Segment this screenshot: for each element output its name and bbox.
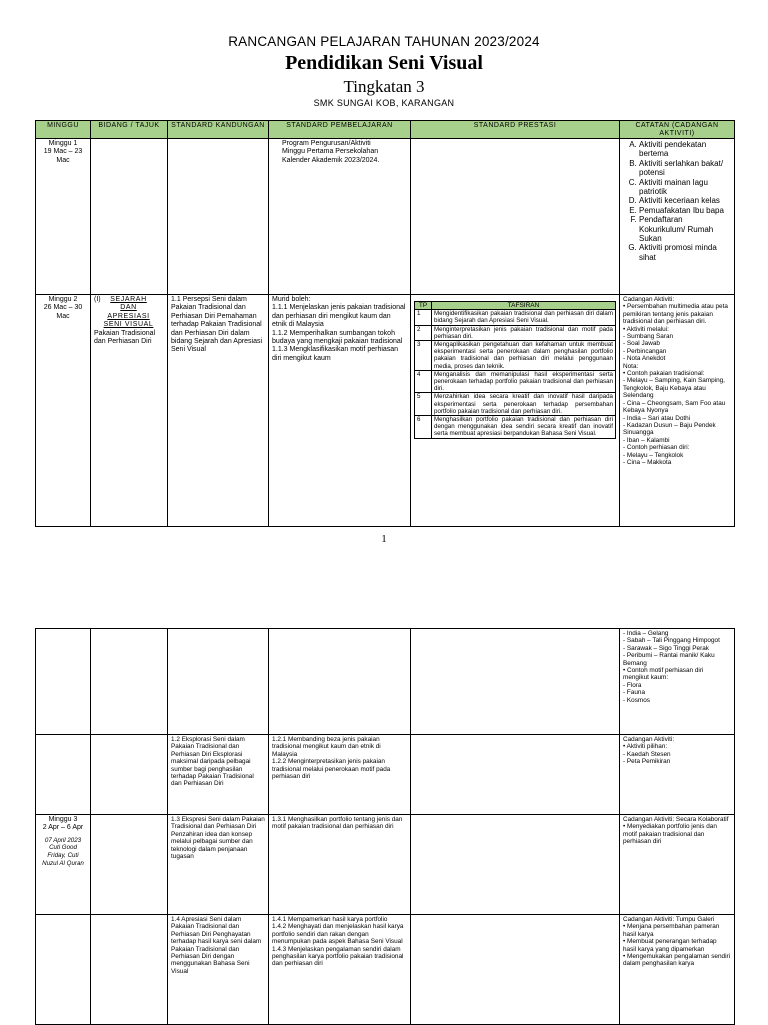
catatan-line: Nota: xyxy=(623,362,639,370)
col-prestasi: STANDARD PRESTASI xyxy=(411,121,620,139)
tp-level: 1 xyxy=(415,310,432,325)
week-cell xyxy=(36,295,91,527)
catatan-line: • Menjana persembahan pameran hasil karya xyxy=(623,923,720,938)
prestasi-cell xyxy=(411,915,620,1025)
bidang-title: APRESIASI xyxy=(107,312,150,320)
catatan-line: - Peta Pemikiran xyxy=(623,758,671,766)
catatan-line: - Melayu – Samping, Kain Samping, Tengkolok, Baju Kebaya atau Selendang xyxy=(623,377,725,400)
pembelajaran-line: 1.2.2 Menginterpretasikan jenis pakaian tradisional melalui penerokaan motif pada perhiasan diri xyxy=(272,758,391,781)
catatan-line: Kebaya Nyonya xyxy=(623,407,669,415)
pembelajaran-line: 1.1.2 Memperihalkan sumbangan tokoh budaya yang mengkaji pakaian tradisional xyxy=(272,329,403,346)
pembelajaran-line: 1.3.1 Menghasilkan portfolio tentang jenis dan motif pakaian tradisional dan perhiasan diri xyxy=(272,816,403,831)
bidang-cell xyxy=(91,815,168,915)
pembelajaran-line: 1.4.1 Mempamerkan hasil karya portfolio xyxy=(272,916,388,923)
bidang-cell xyxy=(91,139,168,295)
catatan-line: • Aktiviti melalui: xyxy=(623,325,669,333)
bidang-cell xyxy=(91,735,168,815)
week-label: Minggu 2 xyxy=(48,296,78,303)
tafsiran-text: Menginterpretasikan jenis pakaian tradisional dan motif pada perhiasan diri. xyxy=(432,325,616,340)
week-cell xyxy=(36,139,91,295)
tp-level: 3 xyxy=(415,341,432,371)
bidang-title: SEJARAH xyxy=(110,296,147,303)
bidang-title: DAN xyxy=(120,304,137,312)
holiday-note: 07 April 2023 Cuti Good Friday, Cuti Nuzul Al Quran xyxy=(42,836,84,867)
pembelajaran-cell xyxy=(269,735,411,815)
prestasi-cell xyxy=(411,815,620,915)
plan-table-continued xyxy=(35,628,735,1025)
bidang-cell xyxy=(91,915,168,1025)
pembelajaran-line: 1.4.3 Menjelaskan pengalaman sendiri dalam penghasilan karya portfolio pakaian tradisional dan perhiasan diri xyxy=(272,945,404,968)
table-header xyxy=(36,121,735,139)
catatan-line: - Kadazan Dusun – Baju Pendek Sinuangga xyxy=(623,421,716,437)
table-row xyxy=(36,295,735,527)
activity-item: E. Pemuafakatan Ibu bapa xyxy=(639,206,731,215)
catatan-line: Cadangan Aktiviti: Tumpu Galeri xyxy=(623,916,715,923)
pembelajaran-line: 1.2.1 Membanding beza jenis pakaian tradisional mengikut kaum dan etnik di Malaysia xyxy=(272,736,381,758)
catatan-line: - India – Sari atau Dothi xyxy=(623,414,691,422)
catatan-cell xyxy=(620,629,735,735)
catatan-line: • Aktiviti pilihan: xyxy=(623,743,668,751)
catatan-line: - Soal Jawab xyxy=(623,340,660,348)
catatan-line: - Sabah – Tali Pinggang Himpogot xyxy=(623,637,720,645)
col-kandungan: STANDARD KANDUNGAN xyxy=(168,121,269,139)
catatan-line: - Peribumi – Rantai manik/ Kaku Bemang xyxy=(623,652,715,667)
week-cell xyxy=(36,629,91,735)
bidang-number: (I) xyxy=(94,296,101,303)
catatan-line: - Perbincangan xyxy=(623,347,667,355)
kandungan-cell: 1.2 Eksplorasi Seni dalam Pakaian Tradisional dan Perhiasan Diri Eksplorasi maksimal daripada pelbagai sumber bagi penghasilan terhadap Pakaian Tradisional dan Perhiasan Diri xyxy=(168,735,269,815)
table-row xyxy=(36,915,735,1025)
prestasi-cell xyxy=(411,139,620,295)
week-label: Minggu 1 xyxy=(48,140,78,147)
catatan-line: - Cina – Cheongsam, Sam Foo atau xyxy=(623,399,726,407)
school-name: SMK SUNGAI KOB, KARANGAN xyxy=(313,98,455,108)
kandungan-cell: 1.3 Ekspresi Seni dalam Pakaian Tradisional dan Perhiasan Diri Penzahiran idea dan konsep melalui pelbagai sumber dan teknologi dalam penjanaan tugasan xyxy=(168,815,269,915)
prestasi-row xyxy=(415,341,616,371)
catatan-line: • Mengemukakan pengalaman sendiri dalam penghasilan karya xyxy=(623,953,731,968)
doc-title: RANCANGAN PELAJARAN TAHUNAN 2023/2024 xyxy=(228,34,540,49)
catatan-cell xyxy=(620,139,735,295)
week-cell xyxy=(36,815,91,915)
table-row xyxy=(36,139,735,295)
catatan-line: - India – Gelang xyxy=(623,630,669,637)
tafsiran-header: TAFSIRAN xyxy=(432,302,616,310)
pembelajaran-cell xyxy=(269,915,411,1025)
tp-level: 5 xyxy=(415,393,432,416)
pembelajaran-line: 1.4.2 Menghayati dan menjelaskan hasil karya portfolio sendiri dan rakan dengan menumpukan pada aspek Bahasa Seni Visual xyxy=(272,923,404,946)
activity-item: D. Aktiviti keceriaan kelas xyxy=(639,196,731,205)
pembelajaran-line: Murid boleh: xyxy=(272,296,311,303)
table-row xyxy=(36,735,735,815)
bidang-cell xyxy=(91,295,168,527)
catatan-line: - Cina – Makkota xyxy=(623,458,672,466)
kandungan-cell: 1.4 Apresiasi Seni dalam Pakaian Tradisional dan Perhiasan Diri Penghayatan terhadap hasil karya seni dalam Pakaian Tradisional dan Perhiasan Diri dengan menggunakan Bahasa Seni Visual xyxy=(168,915,269,1025)
catatan-line: • Contoh motif perhiasan diri mengikut kaum: xyxy=(623,667,704,682)
catatan-line: • Menyediakan portfolio jenis dan motif pakaian tradisional dan perhiasan diri xyxy=(623,823,717,846)
program-line: Minggu Pertama Persekolahan xyxy=(282,148,379,156)
catatan-line: Cadangan Aktiviti: xyxy=(623,736,675,743)
tafsiran-text: Menghasilkan portfolio pakaian tradisional dan perhiasan diri dengan menggunakan idea sendiri secara kreatif dan inovatif serta membuat apresiasi berpandukan Bahasa Seni Visual. xyxy=(432,416,616,439)
pembelajaran-cell xyxy=(269,815,411,915)
col-bidang: BIDANG / TAJUK xyxy=(91,121,168,139)
catatan-line: • Contoh pakaian tradisional: xyxy=(623,370,705,378)
week-label: Minggu 3 xyxy=(48,816,78,823)
pembelajaran-line: 1.1.1 Menjelaskan jenis pakaian tradisional dan perhiasan diri mengikut kaum dan etnik di Malaysia xyxy=(272,304,406,329)
prestasi-row xyxy=(415,310,616,325)
catatan-line: Cadangan Aktiviti: Secara Kolaboratif xyxy=(623,816,729,823)
tp-level: 4 xyxy=(415,370,432,393)
catatan-line: - Kaedah Stesen xyxy=(623,750,671,758)
week-dates: 26 Mac – 30 Mac xyxy=(43,304,83,320)
pembelajaran-cell xyxy=(269,295,411,527)
activity-item: B. Aktiviti serlahkan bakat/ potensi xyxy=(639,159,731,178)
catatan-cell xyxy=(620,735,735,815)
prestasi-row xyxy=(415,325,616,340)
subject-title: Pendidikan Seni Visual xyxy=(285,52,483,74)
catatan-cell xyxy=(620,295,735,527)
week-cell xyxy=(36,915,91,1025)
catatan-line: - Kosmos xyxy=(623,696,650,704)
prestasi-header xyxy=(415,302,616,310)
tp-level: 2 xyxy=(415,325,432,340)
col-minggu: MINGGU xyxy=(36,121,91,139)
page-number: 1 xyxy=(381,533,387,545)
pembelajaran-line: 1.1.3 Mengklasifikasikan motif perhiasan diri mengikut kaum xyxy=(272,346,399,362)
catatan-line: • Persembahan multimedia atau peta pemikiran tentang jenis pakaian tradisional dan perhiasan diri. xyxy=(623,303,728,326)
prestasi-table xyxy=(414,301,616,439)
catatan-line: - Iban – Kalambi xyxy=(623,436,670,444)
kandungan-cell: 1.1 Persepsi Seni dalam Pakaian Tradisional dan Perhiasan Diri Pemahaman terhadap Pakaian Tradisional dan Perhiasan Diri dalam bidang Sejarah dan Apresiasi Seni Visual xyxy=(168,295,269,527)
prestasi-row xyxy=(415,370,616,393)
program-line: Kalender Akademik 2023/2024. xyxy=(282,156,380,164)
page-2 xyxy=(0,628,768,1024)
week-dates: 2 Apr – 6 Apr xyxy=(42,824,84,832)
bidang-cell xyxy=(91,629,168,735)
tafsiran-text: Menzahirkan idea secara kreatif dan inovatif hasil daripada eksperimentasi serta penerokaan terhadap persembahan portfolio pakaian tradisional dan perhiasan diri. xyxy=(432,393,616,416)
prestasi-row xyxy=(415,416,616,439)
activity-item: A. Aktiviti pendekatan bertema xyxy=(639,140,731,159)
level-title: Tingkatan 3 xyxy=(343,77,425,96)
activity-item: F. Pendaftaran Kokurikulum/ Rumah Sukan xyxy=(639,215,731,243)
kandungan-cell xyxy=(168,139,269,295)
pembelajaran-cell xyxy=(269,629,411,735)
tafsiran-text: Mengidentifikasikan pakaian tradisional dan perhiasan diri dalam bidang Sejarah dan Apresiasi Seni Visual. xyxy=(432,310,616,325)
col-catatan: CATATAN (CADANGAN AKTIVITI) xyxy=(620,121,735,139)
catatan-cell xyxy=(620,915,735,1025)
program-line: Program Pengurusan/Aktiviti xyxy=(282,140,371,147)
table-row xyxy=(36,629,735,735)
catatan-line: - Sarawak – Sigo Tinggi Perak xyxy=(623,644,709,652)
pembelajaran-cell xyxy=(269,139,411,295)
prestasi-row xyxy=(415,393,616,416)
tp-header: TP xyxy=(415,302,432,310)
catatan-line: Cadangan Aktiviti: xyxy=(623,296,675,303)
activity-item: G. Aktiviti promosi minda sihat xyxy=(639,243,731,262)
catatan-line: - Sumbang Saran xyxy=(623,333,674,341)
catatan-line: - Flora xyxy=(623,681,642,689)
prestasi-cell xyxy=(411,295,620,527)
table-row xyxy=(36,815,735,915)
catatan-line: • Membuat penerangan terhadap hasil karya yang dipamerkan xyxy=(623,938,717,953)
tafsiran-text: Mengaplikasikan pengetahuan dan kefahaman untuk membuat eksperimentasi serta penerokaan dalam penghasilan portfolio pakaian tradisional dan perhiasan diri melalui penggunaan media, proses dan teknik. xyxy=(432,341,616,371)
catatan-line: - Fauna xyxy=(623,689,646,697)
tafsiran-text: Menganalisis dan memanipulasi hasil eksperimentasi serta penerokaan terhadap portfolio pakaian tradisional dan perhiasan diri. xyxy=(432,370,616,393)
week-cell xyxy=(36,735,91,815)
catatan-line: - Contoh perhiasan diri: xyxy=(623,444,690,452)
activity-item: C. Aktiviti mainan lagu patriotik xyxy=(639,178,731,197)
catatan-line: - Melayu – Tengkolok xyxy=(623,451,684,459)
bidang-topic: Pakaian Tradisional dan Perhiasan Diri xyxy=(94,329,156,346)
prestasi-cell xyxy=(411,629,620,735)
kandungan-cell xyxy=(168,629,269,735)
week-dates: 19 Mac – 23 Mac xyxy=(43,148,83,164)
catatan-line: - Nota Anekdot xyxy=(623,355,666,363)
catatan-cell xyxy=(620,815,735,915)
plan-table xyxy=(35,120,735,527)
bidang-title: SENI VISUAL xyxy=(103,321,154,329)
prestasi-cell xyxy=(411,735,620,815)
col-pembelajaran: STANDARD PEMBELAJARAN xyxy=(269,121,411,139)
tp-level: 6 xyxy=(415,416,432,439)
